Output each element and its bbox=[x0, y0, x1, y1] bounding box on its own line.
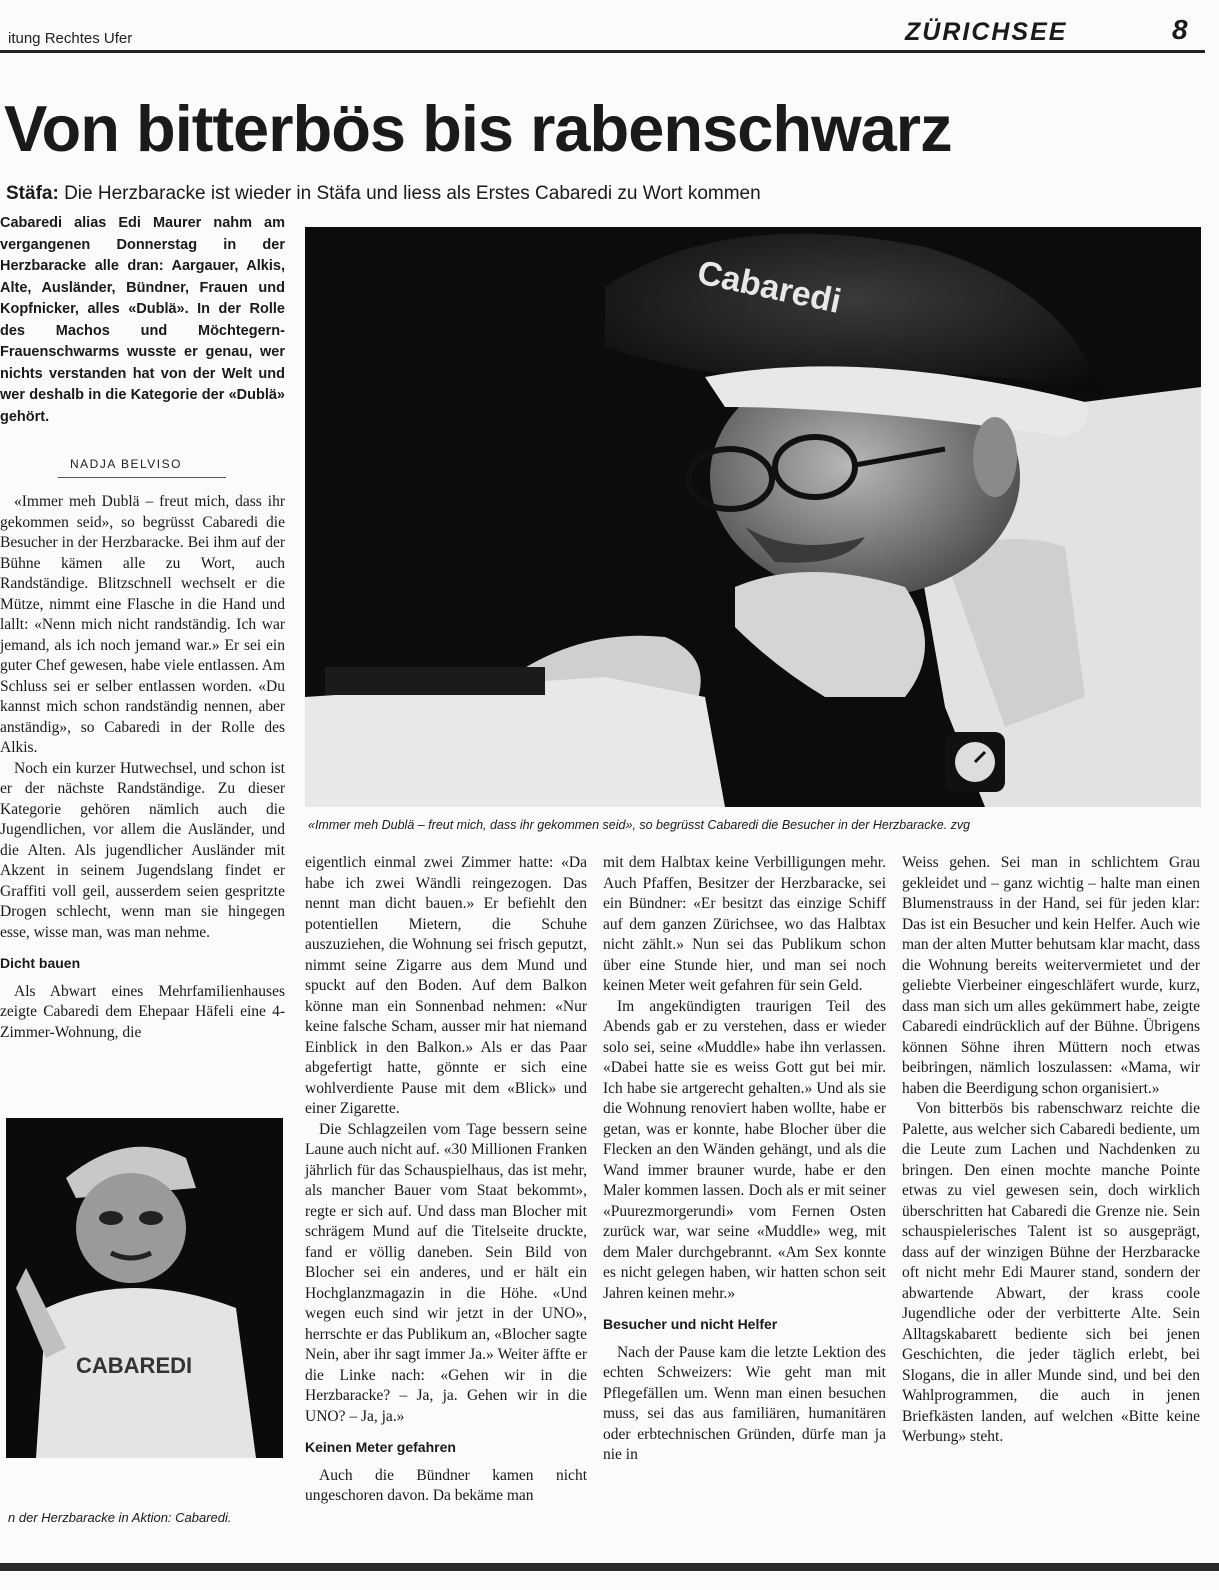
main-photo-caption: «Immer meh Dublä – freut mich, dass ihr gekommen seid», so begrüsst Cabaredi die Besucher in der Herzbaracke. zvg bbox=[308, 818, 971, 832]
byline-divider bbox=[58, 477, 226, 478]
paragraph: Weiss gehen. Sei man in schlichtem Grau gekleidet und – ganz wichtig – halte man einen Blumenstrauss in der Hand, sei für jeden klar: Das ist ein Besucher und kein Helfer. Auch wie man der alten Mutter behutsam klar macht, dass die Wohnung bereits weitervermietet und der geliebte Vierbeiner eingeschläfert wurde, kurz, dass man sich um alles gekümmert habe, zeigte Cabaredi eindrücklich auf der Bühne. Übrigens können Söhne ihren Müttern noch etwas beibringen, nämlich loszulassen: «Mama, wir haben die Beerdigung schon organisiert.» bbox=[902, 854, 1200, 1097]
article-lead: Cabaredi alias Edi Maurer nahm am vergangenen Donnerstag in der Herzbaracke alle dran: Aargauer, Alkis, Alte, Ausländer, Bündner, Frauen und Kopfnicker, alles «Dublä». In der Rolle des Machos und Möchtegern-Frauenschwarms wusste er genau, wer nichts verstanden hat von der Welt und wer deshalb in die Kategorie der «Dublä» gehört. bbox=[0, 215, 285, 425]
article-column-3 bbox=[603, 853, 886, 1553]
paragraph: Auch die Bündner kamen nicht ungeschoren davon. Da bekäme man bbox=[305, 1466, 587, 1504]
subheading: Dicht bauen bbox=[0, 955, 81, 971]
paragraph: Im angekündigten traurigen Teil des Abends gab er zu verstehen, dass er wieder solo sei, seine «Muddle» habe ihn verlassen. «Dabei hatte sie es weiss Gott gut bei mir. Ich habe sie artgerecht gehalten.» Und als sie die Wohnung renoviert haben wollte, habe er getan, was er konnte, habe Blocher über die Flecken an den Wänden gehängt, und als die Wand immer brauner wurde, habe er den Maler kommen lassen. Doch als er mit seiner «Puurezmorgerundi» vom Fernen Osten zurück war, war seine «Muddle» weg, mit dem Maler durchgebrannt. «Am Sex konnte es nicht gelegen haben, wir hatten schon seit Jahren keinen mehr.» bbox=[603, 997, 886, 1302]
subheading: Keinen Meter gefahren bbox=[305, 1439, 456, 1455]
article-column-1 bbox=[0, 492, 285, 1041]
subhead-place: Stäfa: bbox=[6, 183, 59, 204]
paragraph: eigentlich einmal zwei Zimmer hatte: «Da habe ich zwei Wändli reingezogen. Das nennt man dicht bauen.» Er befiehlt den potentiellen Mietern, die Schuhe auszuziehen, die Wohnung sei frisch geputzt, nimmt seine Zigarre aus dem Mund und spuckt auf den Boden. Auf dem Balkon könne man ein Sonnenbad nehmen: «Nur keine falsche Scham, ausser mir hat niemand Einblick in den Balkon.» Als er das Paar abgefertigt hatte, gönnte er sich eine wohlverdiente Pause mit dem «Blick» und einer Zigarette. bbox=[305, 854, 587, 1117]
shirt-lettering: CABAREDI bbox=[76, 1353, 193, 1378]
small-photo-illustration bbox=[6, 1118, 283, 1458]
bottom-divider bbox=[0, 1563, 1219, 1571]
paragraph: Von bitterbös bis rabenschwarz reichte die Palette, aus welcher sich Cabaredi bediente, um die Leute zum Lachen und Nachdenken zu bringen. Den einen mochte manche Pointe etwas zu viel gewesen sein, doch wirklich überschritten hat Cabaredi die Grenze nie. Sein schauspielerisches Talent ist so ausgeprägt, dass auf der winzigen Bühne der Herzbaracke oft nicht mehr Edi Maurer stand, sondern der abwartende Abwart, der krass coole Jugendliche oder der verbitterte Alte. Sein Alltagskabarett bediente sich bei jenen Geschichten, die jeder täglich erlebt, bei Slogans, die in aller Munde sind, und bei den Wahlprogrammen, die auch in jenen Briefkästen landen, auf welchen «Bitte keine Werbung» steht. bbox=[902, 1100, 1200, 1445]
article-column-4 bbox=[902, 853, 1200, 1553]
small-photo bbox=[6, 1118, 283, 1458]
main-photo bbox=[305, 227, 1201, 807]
article-column-2 bbox=[305, 853, 587, 1553]
section-title: ZÜRICHSEE bbox=[905, 18, 1068, 46]
subhead-text: Die Herzbaracke ist wieder in Stäfa und liess als Erstes Cabaredi zu Wort kommen bbox=[58, 183, 761, 204]
paragraph: Nach der Pause kam die letzte Lektion des echten Schweizers: Wie geht man mit Pflegefällen um. Wenn man einen besuchen muss, sei das aus familiären, humanitären oder erbtechnischen Gründen, dürfe man ja nie in bbox=[603, 1343, 886, 1463]
header-divider bbox=[0, 50, 1205, 53]
small-photo-caption: n der Herzbaracke in Aktion: Cabaredi. bbox=[8, 1510, 232, 1525]
paragraph: «Immer meh Dublä – freut mich, dass ihr gekommen seid», so begrüsst Cabaredi die Besucher in der Herzbaracke. Bei ihm auf der Bühne kämen alle zu Wort, auch Randständige. Blitzschnell wechselt er die Mütze, nimmt eine Flasche in die Hand und lallt: «Nenn mich nicht randständig. Ich war jemand, als ich noch jemand war.» Er sei ein guter Chef gewesen, habe viele entlassen. Am Schluss sei er selber entlassen worden. «Du kannst mich schon randständig nennen, aber anständig», so Cabaredi in der Rolle des Alkis. bbox=[0, 493, 285, 756]
paragraph: Als Abwart eines Mehrfamilienhauses zeigte Cabaredi dem Ehepaar Häfeli eine 4-Zimmer-Wohnung, die bbox=[0, 982, 285, 1041]
paragraph: Noch ein kurzer Hutwechsel, und schon ist er der nächste Randständige. Zu dieser Kategorie gehören nämlich auch die Jugendlichen, vor allem die Ausländer, und die Alten. Als jugendlicher Ausländer mit Akzent in seinem Jugendslang findet er Graffiti voll geil, ausserdem seien gespritzte Drogen schlecht, wenn man sie hingegen esse, wisse man, was man nehme. bbox=[0, 759, 285, 941]
paragraph: Die Schlagzeilen vom Tage bessern seine Laune auch nicht auf. «30 Millionen Franken jährlich für das Schauspielhaus, das ist mehr, als mancher Bauer vom Staat bekommt», regte er sich auf. Und dass man Blocher mit schrägem Mund auf die Titelseite druckte, fand er völlig daneben. Sein Bild von Blocher sei ein anderes, und er hält ein Hochglanzmagazin in die Höhe. «Und wegen euch sind wir jetzt in der UNO», herrschte er das Publikum an, «Blocher sagte Nein, aber ihr sagt immer Ja.» Weiter äffte er die Linke nach: «Gehen wir in die Herzbaracke? – Ja, ja. Gehen wir in die UNO? – Ja, ja.» bbox=[305, 1120, 587, 1425]
article-subheadline bbox=[6, 183, 761, 205]
cap-lettering: Cabaredi bbox=[694, 253, 845, 321]
main-photo-illustration bbox=[305, 227, 1201, 807]
page-number: 8 bbox=[1172, 14, 1188, 45]
subheading: Besucher und nicht Helfer bbox=[603, 1316, 778, 1332]
publication-name: itung Rechtes Ufer bbox=[8, 30, 133, 47]
paragraph: mit dem Halbtax keine Verbilligungen mehr. Auch Pfaffen, Besitzer der Herzbaracke, sei ein Bündner: «Er besitzt das einzige Schiff auf dem ganzen Zürichsee, wo das Halbtax nicht zählt.» Nun sei das Publikum schon über eine Stunde hier, und man sei noch keinen Meter weit gefahren für sein Geld. bbox=[603, 854, 886, 994]
author-byline: NADJA BELVISO bbox=[70, 457, 182, 471]
article-headline: Von bitterbös bis rabenschwarz bbox=[4, 92, 952, 165]
